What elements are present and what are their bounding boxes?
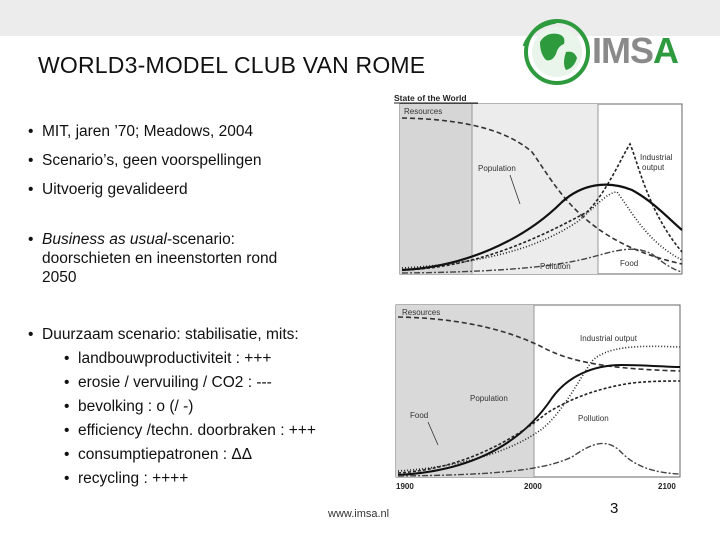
page-number: 3 bbox=[610, 500, 619, 517]
historic-shading bbox=[400, 104, 472, 274]
label-pollution: Pollution bbox=[540, 262, 571, 271]
label-food: Food bbox=[620, 259, 639, 268]
sub-bullet-item: • bevolking : o (/ -) bbox=[64, 398, 194, 415]
historic-shading bbox=[396, 305, 534, 477]
label-output: output bbox=[642, 163, 665, 172]
label-resources: Resources bbox=[402, 308, 441, 317]
label-food: Food bbox=[410, 411, 429, 420]
bullet-item: • MIT, jaren ’70; Meadows, 2004 bbox=[28, 123, 254, 140]
label-population: Population bbox=[478, 164, 516, 173]
footer-url: www.imsa.nl bbox=[328, 508, 390, 520]
tick-label: 2000 bbox=[524, 482, 542, 491]
bullet-item: • Scenario’s, geen voorspellingen bbox=[28, 152, 262, 169]
imsa-logo bbox=[522, 16, 702, 86]
logo-wordmark: IMSA bbox=[592, 30, 679, 71]
bullet-item: • Uitvoerig gevalideerd bbox=[28, 181, 188, 198]
label-population: Population bbox=[470, 394, 508, 403]
label-industrial: Industrial output bbox=[580, 334, 637, 343]
label-industrial: Industrial bbox=[640, 153, 673, 162]
chart-sustainable bbox=[392, 303, 684, 493]
label-pollution: Pollution bbox=[578, 414, 609, 423]
globe-icon bbox=[522, 16, 592, 86]
tick-label: 2100 bbox=[658, 482, 676, 491]
sub-bullet-item: • recycling : ++++ bbox=[64, 470, 189, 487]
tick-label: 1900 bbox=[396, 482, 414, 491]
label-resources: Resources bbox=[404, 107, 443, 116]
slide-title: WORLD3-MODEL CLUB VAN ROME bbox=[38, 52, 426, 78]
bullet-continuation: 2050 bbox=[42, 269, 77, 286]
chart-business-as-usual bbox=[392, 92, 684, 276]
bullet-item: • Duurzaam scenario: stabilisatie, mits: bbox=[28, 326, 299, 343]
sub-bullet-item: • consumptiepatronen : ΔΔ bbox=[64, 446, 253, 463]
sub-bullet-item: • efficiency /techn. doorbraken : +++ bbox=[64, 422, 316, 439]
sub-bullet-item: • erosie / vervuiling / CO2 : --- bbox=[64, 374, 272, 391]
chart-heading: State of the World bbox=[394, 93, 467, 103]
bullet-continuation: doorschieten en ineenstorten rond bbox=[42, 250, 278, 267]
sub-bullet-item: • landbouwproductiviteit : +++ bbox=[64, 350, 272, 367]
bullet-item: • Business as usual-scenario: bbox=[28, 231, 235, 248]
